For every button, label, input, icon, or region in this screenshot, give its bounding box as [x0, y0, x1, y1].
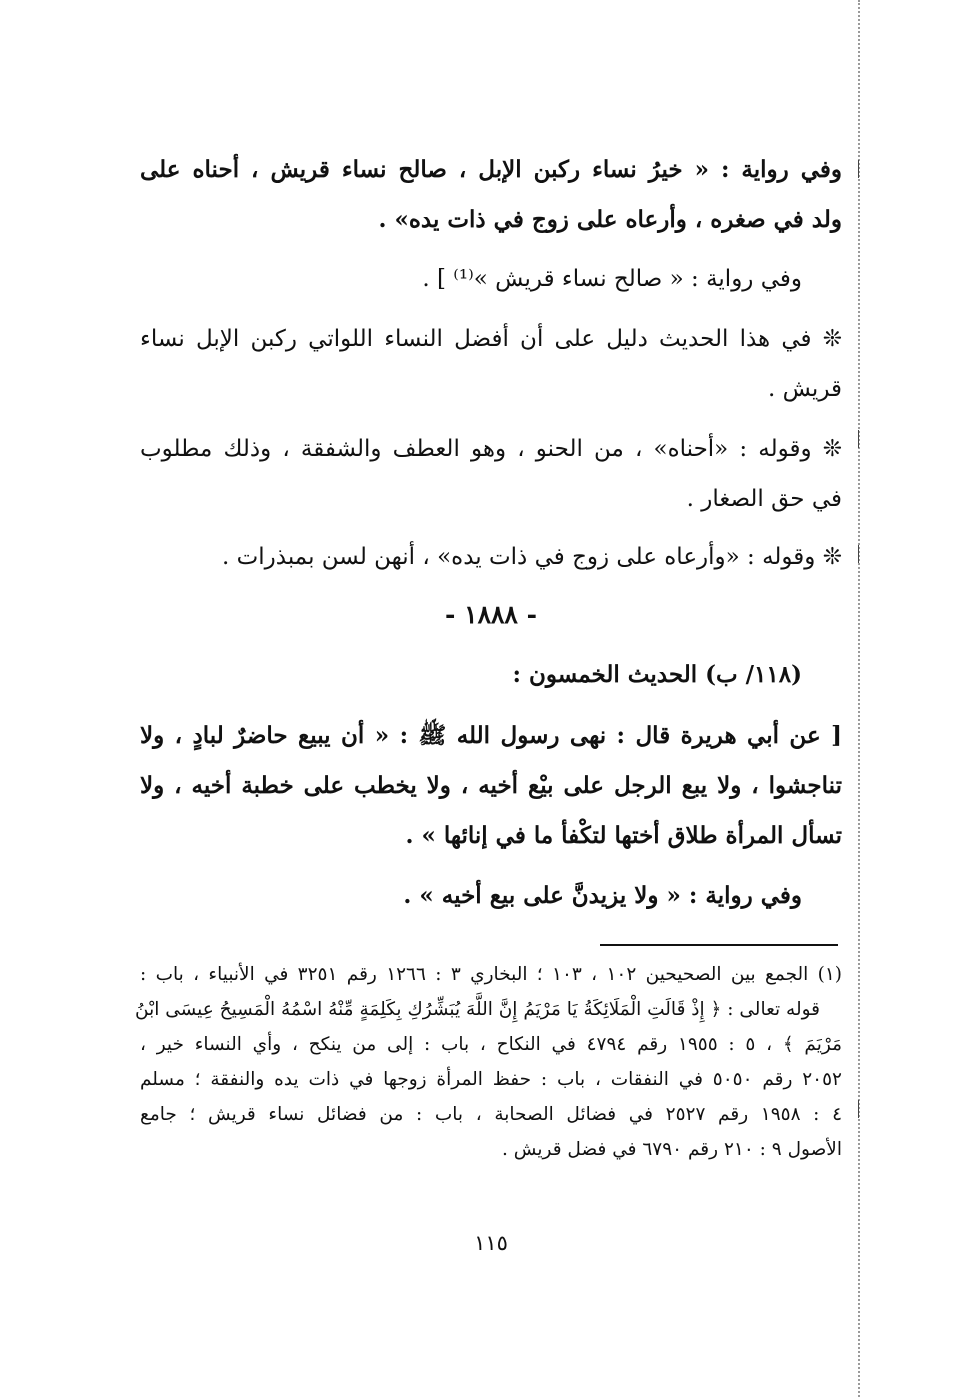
footnote-separator	[600, 944, 838, 946]
text-line: في حق الصغار .	[686, 486, 842, 512]
footnote-line: ٢٠٥٢ رقم ٥٠٥٠ في النفقات ، باب : حفظ المرأة زوجها في ذات يده والنفقة ؛ مسلم	[140, 1069, 842, 1090]
footnote-line: الأصول ٩ : ٢١٠ رقم ٦٧٩٠ في فضل قريش .	[502, 1139, 842, 1160]
margin-tick	[858, 545, 859, 563]
section-heading: (١١٨/ ب) الحديث الخمسون :	[512, 661, 802, 688]
text-line: ولد في صغره ، وأرعاه على زوج في ذات يده» .	[378, 206, 842, 233]
text-line: ❊ في هذا الحديث دليل على أن أفضل النساء اللواتي ركبن الإبل نساء	[140, 326, 842, 352]
margin-tick	[858, 430, 859, 448]
text-line: وفي رواية : « خيرُ نساء ركبن الإبل ، صالح نساء قريش ، أحناه على	[140, 156, 842, 183]
text-line: [ عن أبي هريرة قال : نهى رسول الله ﷺ : « أن يبيع حاضرٌ لبادٍ ، ولا	[140, 722, 842, 749]
text-line: وفي رواية : « ولا يزيدنَّ على بيع أخيه » .	[403, 882, 802, 909]
margin-tick	[858, 160, 859, 178]
text-line: تناجشوا ، ولا يبع الرجل على بيْع أخيه ، ولا يخطب على خطبة أخيه ، ولا	[140, 772, 842, 799]
footnote-line: (١) الجمع بين الصحيحين ١٠٢ ، ١٠٣ ؛ البخاري ٣ : ١٢٦٦ رقم ٣٢٥١ في الأنبياء ، باب :	[140, 964, 843, 985]
text-line: ❊ وقوله : «أحناه» ، من الحنو ، وهو العطف والشفقة ، وذلك مطلوب	[140, 436, 842, 462]
footnote-line: قوله تعالى : ﴿ إِذْ قَالَتِ الْمَلَائِكَةُ يَا مَرْيَمُ إِنَّ اللَّهَ يُبَشِّرُكِ بِكَلِمَةٍ مِّنْهُ اسْمُهُ الْمَسِيحُ عِيسَى ابْنُ	[134, 999, 820, 1020]
text-line: قريش .	[767, 376, 842, 402]
footnote-line: مَرْيَمَ ﴾ ، ٥ : ١٩٥٥ رقم ٤٧٩٤ في النكاح ، باب : إلى من ينكح ، وأي النساء خير ،	[140, 1034, 842, 1055]
page-number: ١١٥	[474, 1231, 508, 1255]
footnote-line: ٤ : ١٩٥٨ رقم ٢٥٢٧ في فضائل الصحابة ، باب : من فضائل نساء قريش ؛ جامع	[140, 1104, 842, 1125]
margin-tick	[858, 1100, 859, 1118]
text-line: ❊ وقوله : «وأرعاه على زوج في ذات يده» ، أنهن لسن بمبذرات .	[222, 544, 842, 570]
text-line: وفي رواية : « صالح نساء قريش »⁽¹⁾ ] .	[422, 266, 802, 292]
hadith-number: - ١٨٨٨ -	[445, 600, 537, 629]
text-line: تسأل المرأة طلاق أختها لتكْفأ ما في إنائها » .	[405, 822, 842, 849]
margin-dotted-line	[858, 0, 860, 1397]
